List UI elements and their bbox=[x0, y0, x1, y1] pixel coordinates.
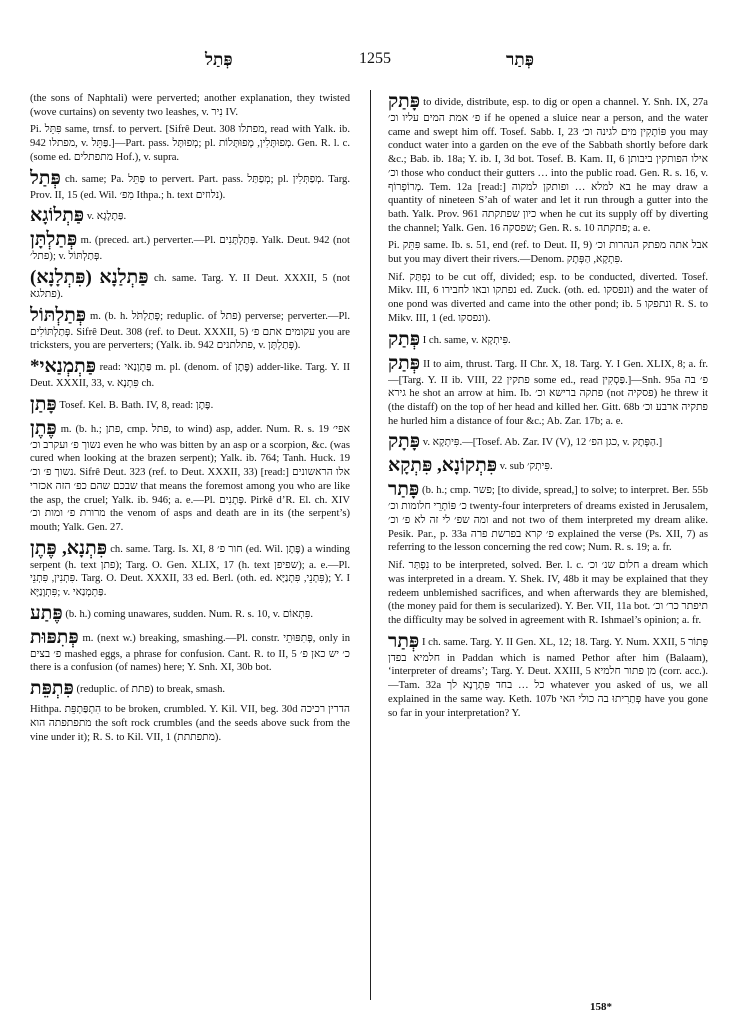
entry-text: Nif. נִפְתַּר to be interpreted, solved. Ber. l. c. חלום שנ׳ וכ׳ a dream which was interpreted in a dream. Y. Shek. IV, 48b it may be explained that they redeem unblemished sacrifices, and when afterwards they are blemished, (the money paid for them is secularized). Y. Ber. VII, 11a bot. תיפתר כר׳ וכ׳ the difficulty may be solved in agreement with R. Ishmael’s opinion; a. fr. bbox=[388, 560, 708, 626]
entry-text: to divide, distribute, esp. to dig or open a channel. Y. Snh. IX, 27a פ׳ אמת המים עליו וכ׳ if he opened a sluice near a person, and the water came and swept him off. Tosef. Sabb. I, 23 פּוֹתְקִין מים לגינה וכ׳ you may conduct water into a garden on the eve of the Sabbath shortly before dark &c.; Bab. ib. 18a; Y. ib. I, 3d bot. Tosef. B. Kam. II, 6 אילו הפותקין ביבותן וכ׳ those who conduct their gutters … into the public road. Gen. R. s. 16, v. מְרוֹפְרוֹף. Tem. 12a [read:] בא למלא … ופותקן למקוה he may draw a quantity of nineteen S’ah of water and let it run through a gutter into the bath. Yalk. Prov. 961 כיון שפתקתה when he cut its supply off by diverting the channel; Yalk. Gen. 16 שפסקה; Gen. R. s. 10 פתקתה; a. e. bbox=[388, 97, 708, 234]
entry-headword: פְּתַלְתָּן bbox=[30, 229, 78, 251]
entry-text: (b. h.; cmp. פשר; [to divide, spread,] to solve; to interpret. Ber. 55b כ׳ פּוֹתְרֵי חלומות וכ׳ twenty-four interpreters of dreams existed in Jerusalem, ומה שפ׳ לי זה לא פ׳ וכ׳ and not two of them interpreted my dream alike. Pesik. Par., p. 33a פ׳ קרא בפרשת פרה explained the verse (Ps. XII, 7) as referring to the lesson concerning the red cow; Num. R. s. 19; a. fr. bbox=[388, 485, 708, 554]
entry-headword: פְּתַק bbox=[388, 328, 421, 350]
dictionary-entry bbox=[30, 539, 350, 600]
entry-headword: פְּתִפּוּת bbox=[30, 626, 79, 648]
dictionary-entry bbox=[30, 306, 350, 353]
dictionary-entry bbox=[388, 632, 708, 721]
entry-text: I ch. same. Targ. Y. II Gen. XL, 12; 18. Targ. Y. Num. XXII, 5 פְּתוֹר חלמיא בפדן in Paddan which is named Pethor after him (Balaam), ‘interpreter of dreams’; Targ. Y. Deut. XXIII, 5 מן פתור חלמיא (corr. acc.).—Tam. 32a כל … בחד פִּתְרָנָא לך whatever you asked of us, we all explained in the same way. Keth. 107b פְּתַרִיתוּ בה כולי האי have you gone so far in your interpretation? Y. bbox=[388, 636, 708, 719]
dictionary-entry bbox=[388, 432, 708, 452]
entry-text: Nif. נִפְתַּק to be cut off, divided; esp. to be conducted, diverted. Tosef. Mikv. III, 6 נפתקו ובאו לחבירו ed. Zuck. (oth. ed. ונפסקו) and the water of one pond was diverted and came into the other pond; ib. 5 ונתפקו R. S. to Mikv. III, 1 (ed. ונפסקו). bbox=[388, 271, 708, 324]
entry-headword: פְּתַל bbox=[30, 167, 61, 189]
running-header bbox=[0, 50, 750, 72]
entry-text: m. (preced. art.) perverter.—Pl. פְּתַלְתָּנִים. Yalk. Deut. 942 (not פתל׳); v. פְּתַלְתּוֹל. bbox=[30, 235, 350, 263]
right-column bbox=[388, 92, 708, 997]
entry-text: v. sub פִּיתְק׳. bbox=[499, 461, 553, 473]
entry-headword: פִּתְנָא, פֶּתֶן bbox=[30, 537, 108, 559]
dictionary-entry bbox=[30, 604, 350, 624]
entry-headword: פֶּתַע bbox=[30, 602, 63, 624]
entry-text: Tosef. Kel. B. Bath. IV, 8, read: פֶּתֶן. bbox=[59, 399, 214, 411]
dictionary-entry bbox=[30, 206, 350, 226]
entry-text: (b. h.) coming unawares, sudden. Num. R. s. 10, v. פִּתְאוֹם. bbox=[65, 608, 314, 620]
dictionary-entry bbox=[30, 628, 350, 675]
left-column bbox=[30, 92, 350, 997]
dictionary-entry bbox=[30, 419, 350, 535]
dictionary-entry bbox=[388, 330, 708, 350]
entry-text: ch. same. Targ. Is. XI, 8 חור פ׳ (ed. Wil. פֶּתֶן) a winding serpent (h. text פתן); Targ. O. Gen. XLIX, 17 (h. text שפיפן); a. e.—Pl. פִּתְנִין, פִּתְנֵי. Targ. O. Deut. XXXII, 33 ed. Berl. (oth. ed. פִּתְנֵי, פִּתְנַיָּא); Y. I פִּתְוָנַיָּא; v. פַּתְמְנַאי. bbox=[30, 543, 350, 599]
signature-mark: 158* bbox=[590, 1001, 612, 1013]
entry-headword: פַּתְלַנָא (פִּתְלָנָא) bbox=[30, 266, 149, 288]
entry-headword: פֶּתֶן bbox=[30, 417, 57, 439]
column-divider bbox=[370, 90, 371, 1000]
entry-text: ch. same; Pa. פַּתֵּל to pervert. Part. pass. מְפַתַּל; pl. מְפַתְּלִין. Targ. Prov. II, 15 (ed. Wil. מִפ׳ Ithpa.; h. text נלוזים). bbox=[30, 173, 350, 201]
entry-text: m. (b. h.; פתן, cmp. פתל, to wind) asp, adder. Num. R. s. 19 אפי׳ נשוך פ׳ ועקרב וכ׳ even he who was bitten by an asp or a scorpion, &c. (was cured when looking at the brazen serpent); Yalk. ib. 764; Tanh. Huck. 19 נשוך פ׳ וכ׳. Sifrê Deut. 323 (ref. to Deut. XXXII, 33) [read:] אלו הראשונים שבכם שהם כפ׳ הזה אכזרי that means the foremost among you who are like the asp, the cruel; Yalk. ib. 946; a. e.—Pl. פְּתָנִים. Pirkê d’R. El. ch. XIV מרורת פ׳ ומות וכ׳ the venom of asps and death are in its (the serpent’s) mouth; Yalk. Gen. 27. bbox=[30, 423, 350, 533]
entry-text: (the sons of Naphtali) were perverted; another explanation, they twisted (wove curtains) on seventy two leashes, v. נִיר IV. bbox=[30, 93, 350, 118]
dictionary-entry bbox=[30, 92, 350, 119]
entry-headword: פַּתְלוֹגָא bbox=[30, 205, 85, 227]
dictionary-entry bbox=[30, 703, 350, 744]
dictionary-entry bbox=[388, 559, 708, 628]
entry-headword: פִּתְקוֹנָא, פִּתְקָא bbox=[388, 455, 498, 477]
entry-headword: פִּתְפֵּת bbox=[30, 678, 74, 700]
entry-text: Pi. פִּתֵּק same. Ib. s. 51, end (ref. to Deut. II, 9) אבל אתה מפתק הנהרות וכ׳ but you may divert their rivers.—Denom. פִּתְקָא, הַפְּתָק. bbox=[388, 240, 708, 266]
entry-text: read: פַּתְוָנַאי m. pl. (denom. of פֶּתֶן) adder-like. Targ. Y. II Deut. XXXII, 33, v. פִּתְנָא ch. bbox=[30, 362, 350, 390]
entry-text: (reduplic. of פתת) to break, smash. bbox=[76, 684, 226, 696]
dictionary-entry bbox=[30, 395, 350, 415]
entry-text: Pi. פִּתֵּל same, trnsf. to pervert. [Sifrê Deut. 308 מפתלו, read with Yalk. ib. 942 מפתלו, v. פַּתֵּל.]—Part. pass. מְפוּתָּל; pl. מְפוּתָּלִין, מְפוּתָּלוֹת. Gen. R. l. c. (some ed. מתפתלים Hof.), v. supra. bbox=[30, 124, 350, 163]
dictionary-entry bbox=[388, 480, 708, 555]
dictionary-entry bbox=[388, 271, 708, 326]
entry-headword: פָּתָק bbox=[388, 431, 421, 453]
entry-text: Hithpa. הִתְפַּתְפֵּת to be broken, crumbled. Y. Kil. VII, beg. 30d הדרין רכיכה מתפתפתה הוא the soft rock crumbles (and the seeds above suck from the vine under it); R. S. to Kil. VII, 1 (מתפתתת). bbox=[30, 704, 350, 743]
entry-headword: פְּתַלְתּוֹל bbox=[30, 304, 87, 326]
dictionary-entry bbox=[30, 357, 350, 391]
entry-headword: פָּתַר bbox=[388, 479, 420, 501]
entry-headword: פְּתַק bbox=[388, 352, 421, 374]
dictionary-entry bbox=[30, 169, 350, 203]
entry-headword: *פַּתְמְנַאי bbox=[30, 356, 97, 378]
dictionary-entry bbox=[388, 354, 708, 429]
dictionary-entry bbox=[30, 123, 350, 164]
dictionary-entry bbox=[30, 230, 350, 264]
entry-text: v. פַּתְלָגָא. bbox=[86, 211, 127, 223]
entry-text: II to aim, thrust. Targ. II Chr. X, 18. Targ. Y. I Gen. XLIX, 8; a. fr.—[Targ. Y. II ib. VIII, 22 פתקין some ed., read פַּסְקִין.]—Snh. 95a פ׳ בה גירא he shot an arrow at him. Ib. פתקה ברישא וכ׳ (not פסקיה) he threw it (the distaff) on the top of her head and killed her. Gitt. 68b פתקיה ארבע וכ׳ he hurled him a distance of four &c.; Ab. Zar. 17b; a. e. bbox=[388, 358, 708, 427]
entry-text: ch. same. Targ. Y. II Deut. XXXII, 5 (not פתלגא). bbox=[30, 272, 350, 300]
dictionary-entry bbox=[388, 92, 708, 235]
dictionary-entry bbox=[388, 456, 708, 476]
entry-headword: פָּתַק bbox=[388, 92, 421, 112]
header-right-word: פְּתַר bbox=[506, 50, 534, 69]
entry-text: I ch. same, v. פִּיתְקָא. bbox=[422, 334, 511, 346]
dictionary-entry bbox=[388, 239, 708, 266]
entry-text: m. (next w.) breaking, smashing.—Pl. constr. פְּתִפּוּתֵי, only in פ׳ בצים mashed eggs, a phrase for confusion. Cant. R. to II, 5 כ׳ יש כאן פ׳ there is a confusion (of names) here; Y. Snh. XI, 30b bot. bbox=[30, 632, 350, 674]
header-left-word: פְּתַל bbox=[205, 50, 233, 69]
dictionary-entry bbox=[30, 679, 350, 699]
page-number: 1255 bbox=[359, 50, 391, 67]
dictionary-entry bbox=[30, 268, 350, 302]
entry-headword: פְּתַר bbox=[388, 630, 420, 652]
entry-text: m. (b. h. פְּתַלְתֹּל; reduplic. of פתל) perverse; perverter.—Pl. פְּתַלְתּוֹלִים. Sifrê Deut. 308 (ref. to Deut. XXXII, 5) עקומים אתם פ׳ you are tricksters, you are perverters; (Yalk. ib. 942 פתלתנים, v. פְּתַלְתָּן). bbox=[30, 310, 350, 352]
entry-headword: פָּתַן bbox=[30, 393, 57, 415]
entry-text: v. פִּיתְקָא.—[Tosef. Ab. Zar. IV (V), 12 כגן הפ׳, v. הַפְּתָק.] bbox=[422, 437, 663, 449]
